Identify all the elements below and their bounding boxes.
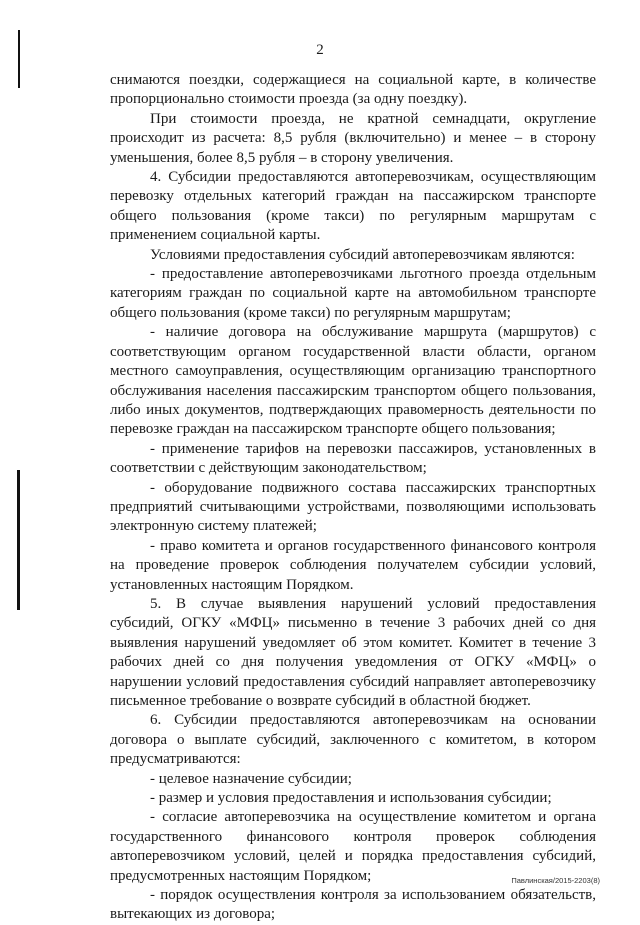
page-number: 2 bbox=[316, 42, 324, 58]
paragraph-10: 5. В случае выявления нарушений условий предоставления субсидий, ОГКУ «МФЦ» письменно в течение 3 рабочих дней со дня выявления нарушений уведомляет об этом комитет. Комитет в течение 3 рабочих дней со дня получения уведомления от ОГКУ «МФЦ» о нарушении условий предоставления субсидий направляет автоперевозчику письменное требование о возврате субсидий в областной бюджет. bbox=[110, 595, 596, 709]
scan-edge-mark-middle bbox=[17, 470, 20, 610]
paragraph-11: 6. Субсидии предоставляются автоперевозчикам на основании договора о выплате субсидий, заключенного с комитетом, в котором предусматриваются: bbox=[110, 712, 596, 768]
paragraph-15: - порядок осуществления контроля за использованием обязательств, вытекающих из договора; bbox=[110, 887, 596, 923]
paragraph-6: - наличие договора на обслуживание маршрута (маршрутов) с соответствующим органом государственной власти области, органом местного самоуправления, осуществляющим организацию транспортного обслуживания населения пассажирским транспортом общего пользования, либо иных документов, подтверждающих правомерность деятельности по перевозке граждан на пассажирском транспорте общего пользования; bbox=[110, 324, 596, 438]
paragraph-14: - согласие автоперевозчика на осуществление комитетом и органа государственного финансового контроля проверок соблюдения автоперевозчиком условий, целей и порядка предоставления субсидий, предусмотренных настоящим Порядком; bbox=[110, 809, 596, 884]
paragraph-1: снимаются поездки, содержащиеся на социальной карте, в количестве пропорционально стоимости проезда (за одну поездку). bbox=[110, 72, 596, 108]
paragraph-13: - размер и условия предоставления и использования субсидии; bbox=[150, 790, 552, 807]
paragraph-9: - право комитета и органов государственного финансового контроля на проведение проверок соблюдения получателем субсидии условий, установленных настоящим Порядком. bbox=[110, 537, 596, 593]
paragraph-8: - оборудование подвижного состава пассажирских транспортных предприятий считывающими устройствами, позволяющими использовать электронную систему платежей; bbox=[110, 479, 596, 535]
paragraph-12: - целевое назначение субсидии; bbox=[150, 770, 352, 787]
paragraph-4: Условиями предоставления субсидий автоперевозчикам являются: bbox=[150, 246, 575, 263]
scan-edge-mark-top bbox=[18, 30, 20, 88]
paragraph-2: При стоимости проезда, не кратной семнадцати, округление происходит из расчета: 8,5 рубля (включительно) и менее – в сторону уменьшения, более 8,5 рубля – в сторону увеличения. bbox=[110, 110, 596, 166]
paragraph-5: - предоставление автоперевозчиками льготного проезда отдельным категориям граждан по социальной карте на автомобильном транспорте общего пользования (кроме такси) по регулярным маршрутам; bbox=[110, 266, 596, 321]
document-body bbox=[110, 71, 596, 925]
paragraph-7: - применение тарифов на перевозки пассажиров, установленных в соответствии с действующим законодательством; bbox=[110, 440, 596, 477]
document-code: Павлинская/2015-2203(8) bbox=[511, 876, 600, 885]
paragraph-3: 4. Субсидии предоставляются автоперевозчикам, осуществляющим перевозку отдельных категорий граждан на пассажирском транспорте общего пользования (кроме такси) по регулярным маршрутам с применением социальной карты. bbox=[110, 169, 596, 244]
